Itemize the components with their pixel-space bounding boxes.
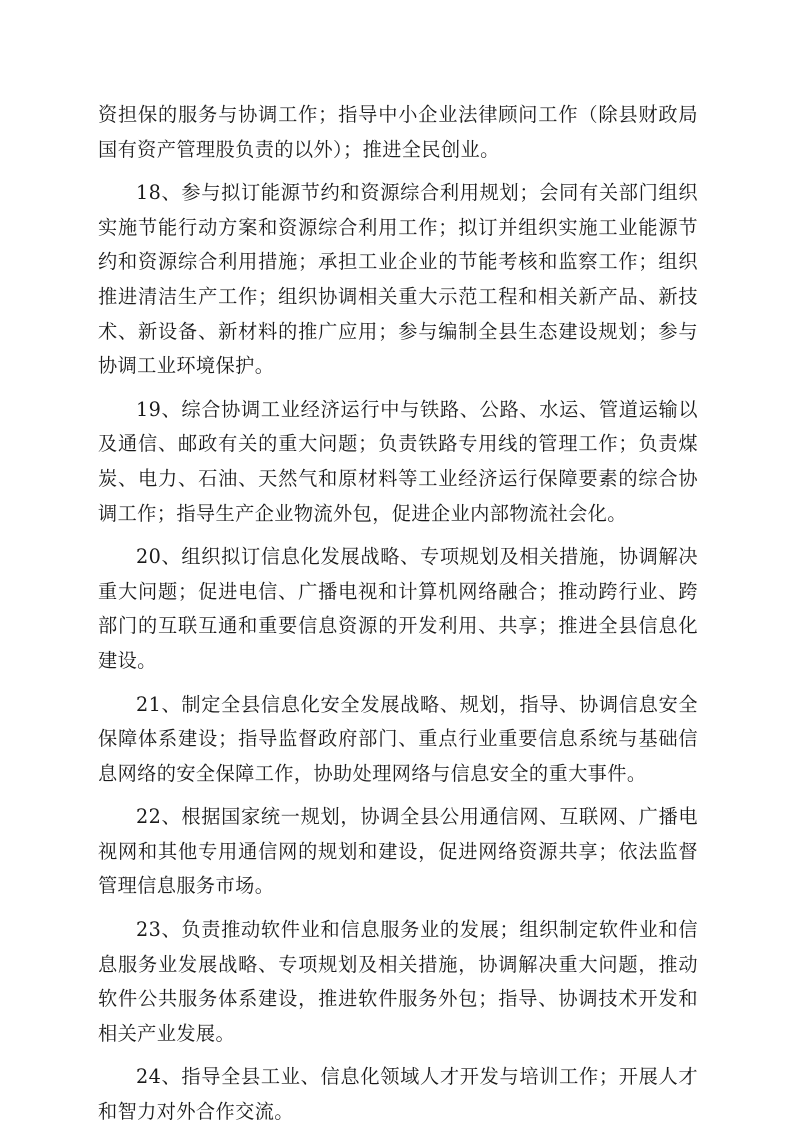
paragraph-item-23: 23、负责推动软件业和信息服务业的发展；组织制定软件业和信息服务业发展战略、专项规划及相关措施，协调解决重大问题，推动软件公共服务体系建设，推进软件服务外包；指导、协调技术开发和相关产业发展。 [98, 918, 698, 1045]
paragraph-item-18: 18、参与拟订能源节约和资源综合利用规划；会同有关部门组织实施节能行动方案和资源综合利用工作；拟订并组织实施工业能源节约和资源综合利用措施；承担工业企业的节能考核和监察工作；组织推进清洁生产工作；组织协调相关重大示范工程和相关新产品、新技术、新设备、新材料的推广应用；参与编制全县生态建设规划；参与协调工业环境保护。 [98, 181, 698, 378]
paragraph-item-20: 20、组织拟订信息化发展战略、专项规划及相关措施，协调解决重大问题；促进电信、广播电视和计算机网络融合；推动跨行业、跨部门的互联互通和重要信息资源的开发利用、共享；推进全县信息化建设。 [98, 545, 698, 672]
paragraph-item-22: 22、根据国家统一规划，协调全县公用通信网、互联网、广播电视网和其他专用通信网的规划和建设，促进网络资源共享；依法监督管理信息服务市场。 [98, 805, 698, 898]
document-body [98, 98, 698, 1130]
paragraph-item-21: 21、制定全县信息化安全发展战略、规划，指导、协调信息安全保障体系建设；指导监督政府部门、重点行业重要信息系统与基础信息网络的安全保障工作，协助处理网络与信息安全的重大事件。 [98, 692, 698, 785]
paragraph-continuation: 资担保的服务与协调工作；指导中小企业法律顾问工作（除县财政局国有资产管理股负责的以外）；推进全民创业。 [98, 103, 698, 161]
paragraph-item-24: 24、指导全县工业、信息化领域人才开发与培训工作；开展人才和智力对外合作交流。 [98, 1065, 698, 1124]
paragraph-item-19: 19、综合协调工业经济运行中与铁路、公路、水运、管道运输以及通信、邮政有关的重大问题；负责铁路专用线的管理工作；负责煤炭、电力、石油、天然气和原材料等工业经济运行保障要素的综合协调工作；指导生产企业物流外包，促进企业内部物流社会化。 [98, 397, 698, 525]
